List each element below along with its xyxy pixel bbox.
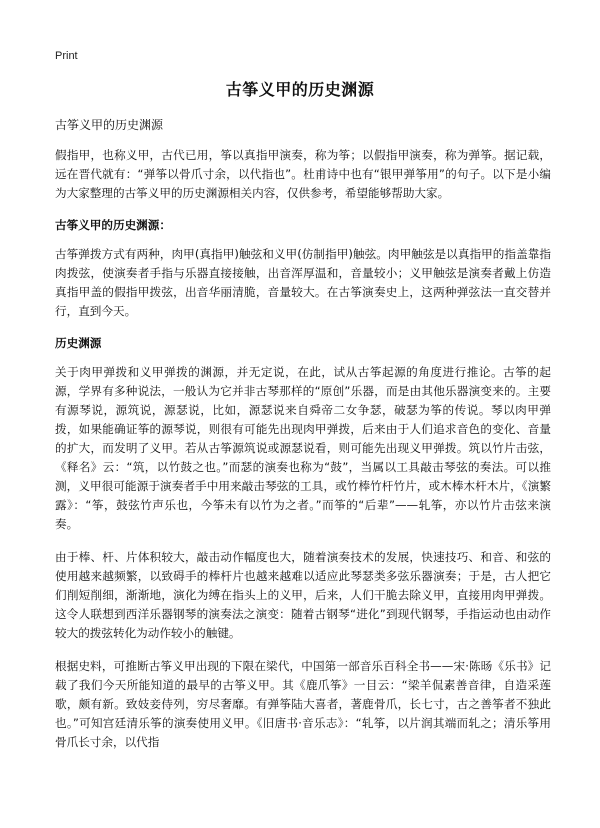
section1-paragraph: 古筝弹拨方式有两种，肉甲(真指甲)触弦和义甲(仿制指甲)触弦。肉甲触弦是以真指甲的指盖靠指肉拨弦，使演奏者手指与乐器直接接触，出音浑厚温和，音量较小；义甲触弦是演奏者戴上仿造真指甲盖的假指甲拨弦，出音华丽清脆，音量较大。在古筝演奏史上，这两种弹弦法一直交替并行，直到今天。 xyxy=(55,247,551,318)
section-heading-origin: 古筝义甲的历史渊源： xyxy=(55,218,171,232)
section-heading-history: 历史渊源 xyxy=(55,336,102,350)
intro-paragraph: 假指甲，也称义甲，古代已用，筝以真指甲演奏，称为筝；以假指甲演奏，称为弹筝。据记载，远在晋代就有：“弹筝以骨爪寸余，以代指也”。杜甫诗中也有“银甲弹筝用”的句子。以下是小编为大家整理的古筝义甲的历史渊源相关内容，仅供参考，希望能够帮助大家。 xyxy=(55,148,551,200)
print-link[interactable]: Print xyxy=(55,50,78,62)
section2-paragraph-2: 由于棒、杆、片体积较大，敲击动作幅度也大，随着演奏技术的发展，快速技巧、和音、和弦的使用越来越频繁，以致碍手的棒杆片也越来越难以适应此琴瑟类多弦乐器演奏；于是，古人把它们削短削细，渐渐地，演化为缚在指头上的义甲，后来，人们干脆去除义甲，直接用肉甲弹拨。这令人联想到西洋乐器钢琴的演奏法之演变：随着古钢琴“进化”到现代钢琴，手指运动也由动作较大的拨弦转化为动作较小的触键。 xyxy=(55,550,551,640)
page-title: 古筝义甲的历史渊源 xyxy=(225,80,375,99)
article-body xyxy=(55,117,551,766)
section2-paragraph-3: 根据史料，可推断古筝义甲出现的下限在梁代，中国第一部音乐百科全书——宋·陈旸《乐书》记载了我们今天所能知道的最早的古筝义甲。其《鹿爪筝》一目云：“梁羊侃素善音律，自造采莲歌，颇有新。致妓妾侍列，穷尽奢靡。有弹筝陆大喜者，著鹿骨爪，长七寸，古之善筝者不独此也。”可知宫廷清乐筝的演奏使用义甲。《旧唐书·音乐志》：“轧筝，以片润其端而轧之；清乐筝用骨爪长寸余，以代指 xyxy=(55,659,551,749)
section2-paragraph-1: 关于肉甲弹拨和义甲弹拨的渊源，并无定说，在此，试从古筝起源的角度进行推论。古筝的起源，学界有多种说法，一般认为它并非古琴那样的“原创”乐器，而是由其他乐器演变来的。主要有源琴说，源筑说，源瑟说，比如，源瑟说来自舜帝二女争瑟，破瑟为筝的传说。琴以肉甲弹拨，如果能确证筝的源琴说，则很有可能先出现肉甲弹拨，后来由于人们追求音色的变化、音量的扩大，而发明了义甲。若从古筝源筑说或源瑟说看，则可能先出现义甲弹拨。筑以竹片击弦，《释名》云：“筑，以竹鼓之也。”而瑟的演奏也称为“鼓”，当属以工具敲击琴弦的奏法。可以推测，义甲很可能源于演奏者手中用来敲击琴弦的工具，或竹棒竹杆竹片，或木棒木杆木片，《演繁露》：“筝，鼓弦竹声乐也，今筝未有以竹为之者。”而筝的“后辈”——轧筝，亦以竹片击弦来演奏。 xyxy=(55,365,551,531)
article-subtitle: 古筝义甲的历史渊源 xyxy=(55,118,164,132)
